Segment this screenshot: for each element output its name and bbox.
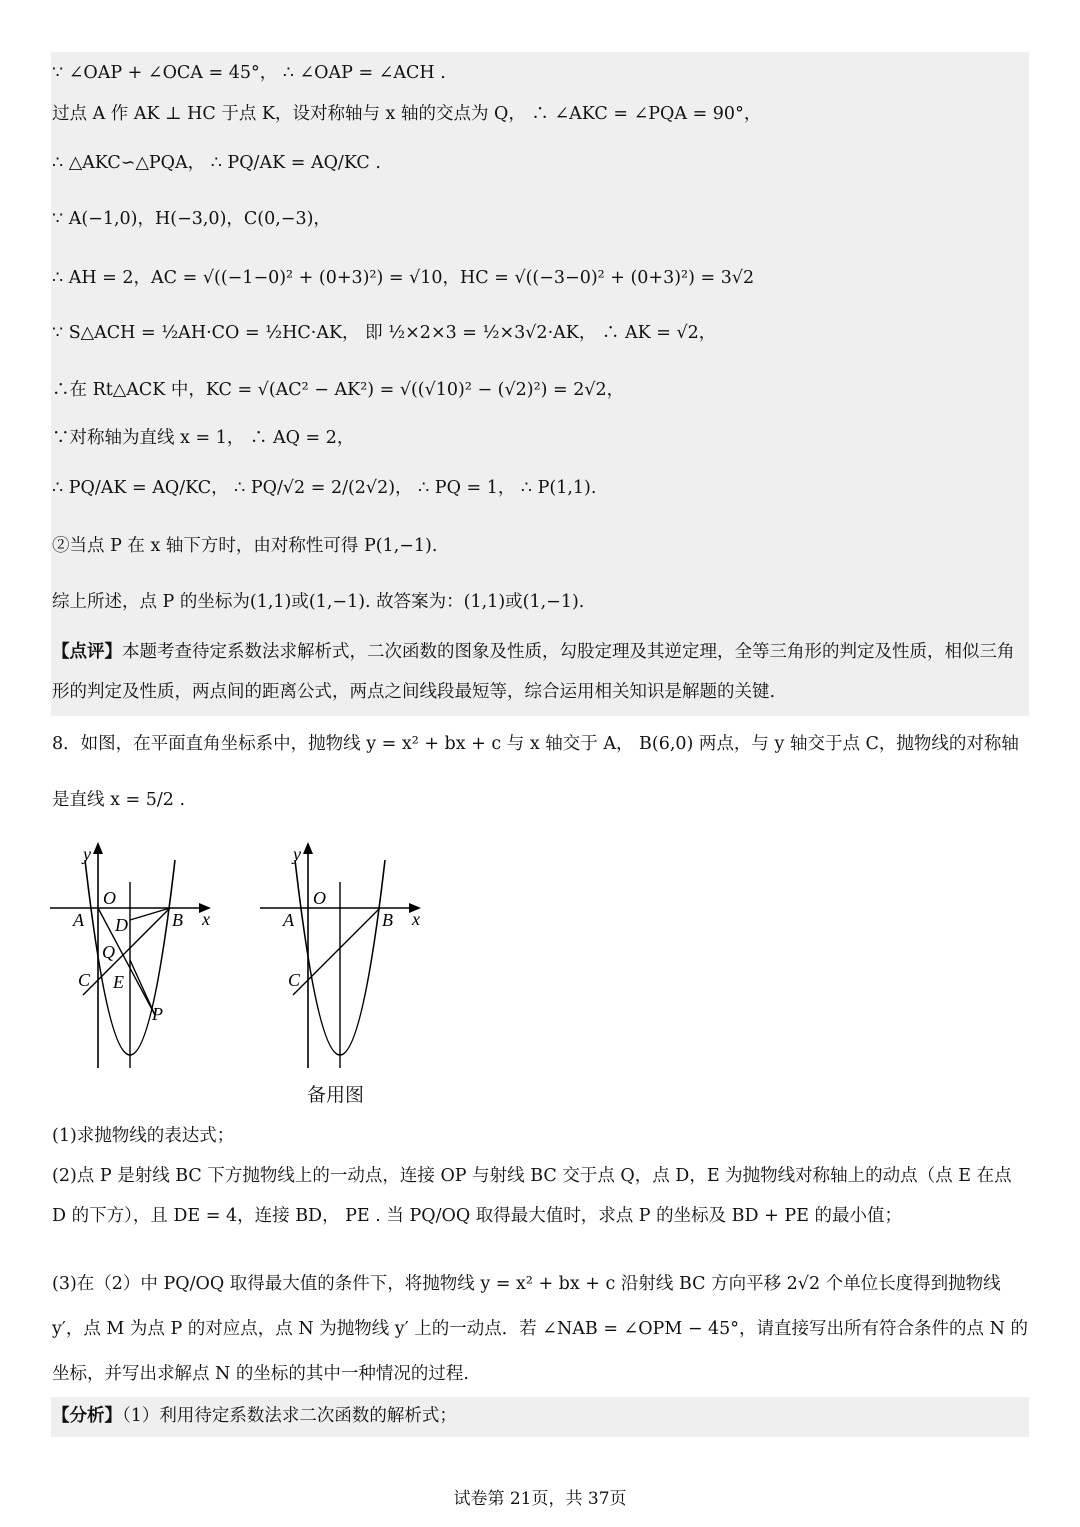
label-p: P (152, 1004, 163, 1024)
label-a: A (283, 910, 294, 930)
problem-stem-2: 是直线 x = 5/2 . (52, 790, 186, 810)
question-1: (1)求抛物线的表达式； (52, 1126, 235, 1146)
solution-line-6: ∵ S△ACH = ½AH·CO = ½HC·AK， 即 ½×2×3 = ½×3√2·AK， ∴ AK = √2， (52, 323, 717, 343)
solution-line-5: ∴ AH = 2，AC = √((−1−0)² + (0+3)²) = √10，HC = √((−3−0)² + (0+3)²) = 3√2 (52, 268, 755, 288)
solution-line-9: ∴ PQ/AK = AQ/KC， ∴ PQ/√2 = 2/(2√2)， ∴ PQ = 1， ∴ P(1,1). (52, 478, 597, 498)
comment-label: 【点评】 (52, 642, 122, 662)
label-b: B (382, 910, 393, 930)
question-3: (3)在（2）中 PQ/OQ 取得最大值的条件下，将抛物线 y = x² + bx + c 沿射线 BC 方向平移 2√2 个单位长度得到抛物线 y′，点 M 为点 P 的对应点，点 N 为抛物线 y′ 上的一动点．若 ∠NAB = ∠OPM − 45°，请直接写出所有符合条件的点 N 的坐标，并写出求解点 N 的坐标的其中一种情况的过程. (52, 1274, 1028, 1384)
solution-line-11: 综上所述，点 P 的坐标为(1,1)或(1,−1). 故答案为：(1,1)或(1,−1). (52, 592, 585, 612)
label-y: y (83, 844, 91, 864)
label-c: C (288, 970, 301, 990)
solution-line-3: ∴ △AKC∽△PQA， ∴ PQ/AK = AQ/KC . (52, 153, 381, 173)
figure-spare (255, 840, 435, 1075)
label-x: x (202, 909, 210, 929)
question-2: (2)点 P 是射线 BC 下方抛物线上的一动点，连接 OP 与射线 BC 交于点 Q，点 D，E 为抛物线对称轴上的动点（点 E 在点 D 的下方），且 DE = 4，连接 BD， PE . 当 PQ/OQ 取得最大值时，求点 P 的坐标及 BD + PE 的最小值； (52, 1166, 1012, 1226)
solution-line-8: ∵对称轴为直线 x = 1， ∴ AQ = 2， (52, 428, 355, 448)
label-d: D (115, 915, 128, 935)
label-q: Q (102, 942, 115, 962)
solution-line-4: ∵ A(−1,0)，H(−3,0)，C(0,−3)， (52, 209, 331, 229)
figure-main (45, 840, 225, 1075)
y-arrow-icon (93, 842, 103, 854)
label-o: O (313, 888, 326, 908)
solution-line-1: ∵ ∠OAP + ∠OCA = 45°， ∴ ∠OAP = ∠ACH . (52, 63, 446, 83)
label-x: x (412, 909, 420, 929)
analysis-line (52, 1408, 457, 1426)
label-a: A (73, 910, 84, 930)
page-footer: 试卷第 21页，共 37页 (453, 1489, 627, 1509)
label-y: y (293, 844, 301, 864)
comment-text: 本题考查待定系数法求解析式，二次函数的图象及性质，勾股定理及其逆定理，全等三角形的判定及性质，相似三角形的判定及性质，两点间的距离公式，两点之间线段最短等，综合运用相关知识是解题的关键. (52, 642, 1015, 702)
label-e: E (113, 972, 124, 992)
analysis-label: 【分析】 (52, 1406, 122, 1426)
solution-line-2: 过点 A 作 AK ⊥ HC 于点 K，设对称轴与 x 轴的交点为 Q， ∴ ∠AKC = ∠PQA = 90°， (52, 104, 762, 124)
problem-stem: 8．如图，在平面直角坐标系中，抛物线 y = x² + bx + c 与 x 轴交于 A， B(6,0) 两点，与 y 轴交于点 C，抛物线的对称轴 (52, 734, 1019, 754)
y-arrow-icon (303, 842, 313, 854)
comment-paragraph (52, 632, 1028, 712)
figure-caption: 备用图 (307, 1084, 365, 1106)
label-o: O (103, 888, 116, 908)
label-c: C (78, 970, 91, 990)
label-b: B (172, 910, 183, 930)
solution-line-7: ∴在 Rt△ACK 中，KC = √(AC² − AK²) = √((√10)² − (√2)²) = 2√2， (52, 380, 625, 400)
analysis-text: （1）利用待定系数法求二次函数的解析式； (122, 1406, 457, 1426)
solution-line-10: ②当点 P 在 x 轴下方时，由对称性可得 P(1,−1). (52, 536, 438, 556)
